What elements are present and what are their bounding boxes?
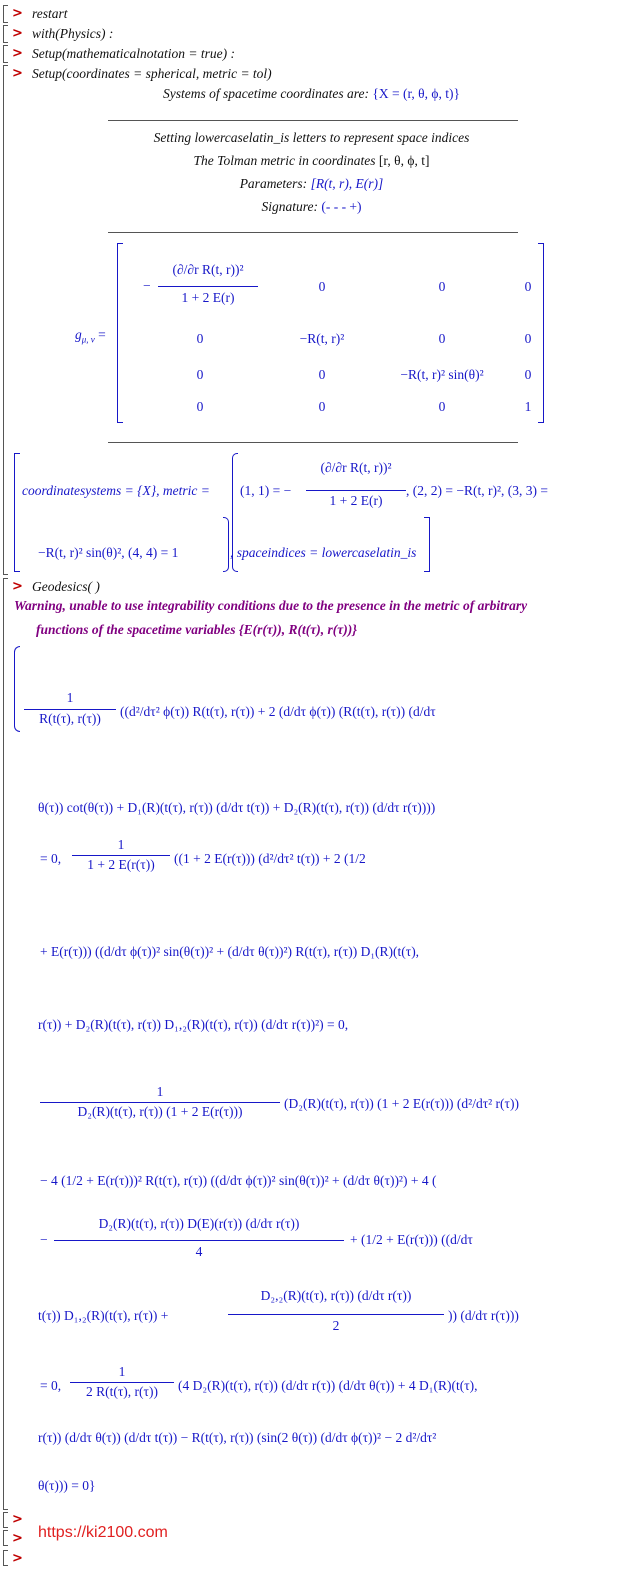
setup-list-line1-a: coordinatesystems = {X}, metric = (22, 483, 210, 498)
geodesic-eq-line5: r(τ)) + D₂(R)(t(τ), r(τ)) D₁,₂(R)(t(τ), r(τ)) (d/dτ r(τ))²) = 0, (38, 1017, 349, 1032)
prompt-empty-3[interactable]: > (12, 1551, 23, 1566)
geodesic-eq-line8: + (1/2 + E(r(τ))) ((d/dτ (350, 1232, 473, 1247)
geo-frac2-bar (72, 855, 170, 856)
divider-2 (108, 232, 518, 233)
list-left-bracket (14, 453, 20, 572)
geo-frac6-num: 1 (118, 1364, 126, 1379)
metric-coords: [r, θ, ϕ, t] (378, 153, 430, 168)
group-bracket-geodesics[interactable] (3, 578, 8, 1510)
matrix-cell: 1 (524, 399, 532, 414)
geo-frac1-den: R(t(τ), r(τ)) (39, 711, 101, 726)
matrix-cell: 0 (438, 399, 446, 414)
metric-equals: = (98, 327, 106, 342)
geo-frac4-sign: − (40, 1232, 48, 1247)
prompt-4: > (12, 66, 23, 81)
divider-3 (108, 442, 518, 443)
group-bracket-with[interactable] (3, 25, 8, 43)
matrix-r1c1-denominator: 1 + 2 E(r) (181, 290, 235, 305)
prompt-empty-1[interactable]: > (12, 1512, 23, 1527)
matrix-cell: 0 (318, 399, 326, 414)
setup-list-line1-b: (1, 1) = − (240, 483, 292, 498)
setup-list-line1-c: , (2, 2) = −R(t, r)², (3, 3) = (406, 483, 548, 498)
geo-frac6-den: 2 R(t(τ), r(τ)) (86, 1384, 158, 1399)
matrix-cell: −R(t, r)² (299, 331, 345, 346)
metric-message (0, 153, 623, 169)
command-setup-notation[interactable]: Setup(mathematicalnotation = true) : (32, 46, 235, 61)
matrix-cell: 0 (318, 367, 326, 382)
command-geodesics[interactable]: Geodesics( ) (32, 579, 100, 594)
geodesic-eq-line11: r(τ)) (d/dτ θ(τ)) (d/dτ t(τ)) − R(t(τ), r(τ)) (sin(2 θ(τ)) (d/dτ ϕ(τ))² − 2 d²/dτ² (38, 1430, 437, 1445)
geo-frac4-den: 4 (195, 1244, 203, 1259)
geo-frac1-bar (24, 709, 116, 710)
geo-frac6-bar (70, 1382, 174, 1383)
geodesic-eq-line3: ((1 + 2 E(r(τ))) (d²/dτ² t(τ)) + 2 (1/2 (174, 851, 366, 866)
geo-frac3-den: D₂(R)(t(τ), r(τ)) (1 + 2 E(r(τ))) (77, 1104, 243, 1119)
group-bracket-restart[interactable] (3, 5, 8, 23)
indices-message: Setting lowercaselatin_is letters to represent space indices (153, 130, 470, 145)
geodesic-eq-line2: θ(τ)) cot(θ(τ)) + D₁(R)(t(τ), r(τ)) (d/dτ t(τ)) + D₂(R)(t(τ), r(τ)) (d/dτ r(τ)))) (38, 800, 436, 815)
command-with-physics[interactable]: with(Physics) : (32, 26, 114, 41)
watermark-url: https://ki2100.com (38, 1524, 168, 1541)
coords-value: {X = (r, θ, ϕ, t)} (372, 86, 460, 101)
geodesic-eq-line4: + E(r(τ))) ((d/dτ ϕ(τ))² sin(θ(τ))² + (d/dτ θ(τ))²) R(t(τ), r(τ)) D₁(R)(t(τ), (40, 944, 420, 959)
signature-value: (- - - +) (321, 199, 362, 214)
group-bracket-setup-notation[interactable] (3, 45, 8, 63)
geo-frac4-bar (54, 1240, 344, 1241)
warning-line-2: functions of the spacetime variables {E(r(τ)), R(t(τ), r(τ))} (36, 622, 357, 637)
geo-frac1-num: 1 (66, 690, 74, 705)
group-bracket-empty-3[interactable] (3, 1550, 8, 1566)
matrix-cell: 0 (524, 279, 532, 294)
geo-frac3-bar (40, 1102, 280, 1103)
matrix-cell: 0 (196, 399, 204, 414)
geodesic-eq-line9-b: )) (d/dτ r(τ))) (448, 1308, 519, 1323)
geodesic-eq-line1: ((d²/dτ² ϕ(τ)) R(t(τ), r(τ)) + 2 (d/dτ ϕ(τ)) (R(t(τ), r(τ)) (d/dτ (120, 704, 436, 719)
geodesic-eq-line12: θ(τ))) = 0} (38, 1478, 96, 1493)
result-left-brace (14, 646, 20, 732)
matrix-cell: 0 (524, 331, 532, 346)
matrix-r1c1-numerator: (∂/∂r R(t, r))² (172, 262, 244, 277)
signature-label: Signature: (261, 199, 318, 214)
matrix-r1c1-fraction-bar (158, 286, 258, 287)
prompt-2: > (12, 26, 23, 41)
parameters-label: Parameters: (239, 176, 308, 191)
matrix-cell: 0 (196, 331, 204, 346)
parameters-value: [R(t, r), E(r)] (310, 176, 384, 191)
setup-list-line2-b: , spaceindices = lowercaselatin_is (230, 545, 417, 560)
geo-frac5-num: D₂,₂(R)(t(τ), r(τ)) (d/dτ r(τ)) (260, 1288, 412, 1303)
command-setup-metric[interactable]: Setup(coordinates = spherical, metric = tol) (32, 66, 272, 81)
geo-frac4-num: D₂(R)(t(τ), r(τ)) D(E)(r(τ)) (d/dτ r(τ)) (98, 1216, 300, 1231)
prompt-empty-2[interactable]: > (12, 1531, 23, 1546)
prompt-1: > (12, 6, 23, 21)
list-right-bracket (424, 517, 430, 572)
matrix-cell: 0 (196, 367, 204, 382)
matrix-cell: 0 (524, 367, 532, 382)
metric-symbol: g (75, 327, 82, 342)
prompt-5: > (12, 579, 23, 594)
setup-list-line2: −R(t, r)² sin(θ)², (4, 4) = 1 (38, 545, 179, 560)
divider-1 (108, 120, 518, 121)
metric-message-text: The Tolman metric in coordinates (193, 153, 376, 168)
group-bracket-empty-1[interactable] (3, 1512, 8, 1528)
command-restart[interactable]: restart (32, 6, 68, 21)
coords-output (0, 86, 623, 102)
prompt-3: > (12, 46, 23, 61)
geo-frac3-num: 1 (156, 1084, 164, 1099)
geodesic-eq-line9-a: t(τ)) D₁,₂(R)(t(τ), r(τ)) + (38, 1308, 169, 1323)
geo-frac2-num: 1 (117, 837, 125, 852)
geo-frac5-bar (228, 1314, 444, 1315)
group-bracket-empty-2[interactable] (3, 1530, 8, 1546)
matrix-cell: 0 (438, 279, 446, 294)
geodesic-eq-line7: − 4 (1/2 + E(r(τ)))² R(t(τ), r(τ)) ((d/dτ ϕ(τ))² sin(θ(τ))² + (d/dτ θ(τ))²) + 4 ( (40, 1173, 437, 1188)
setup-list-denominator: 1 + 2 E(r) (329, 493, 383, 508)
geodesic-eq-line6: (D₂(R)(t(τ), r(τ)) (1 + 2 E(r(τ))) (d²/dτ² r(τ)) (284, 1096, 519, 1111)
setup-list-fraction-bar (306, 490, 406, 491)
geo-frac5-den: 2 (332, 1318, 340, 1333)
set-right-brace (223, 517, 229, 572)
geodesic-eq-line10: (4 D₂(R)(t(τ), r(τ)) (d/dτ r(τ)) (d/dτ θ(τ)) + 4 D₁(R)(t(τ), (178, 1378, 478, 1393)
geodesic-eq-line3-pre: = 0, (40, 851, 62, 866)
matrix-cell: −R(t, r)² sin(θ)² (400, 367, 484, 382)
geo-frac2-den: 1 + 2 E(r(τ)) (87, 857, 155, 872)
metric-label (75, 327, 106, 348)
parameters-line (0, 176, 623, 192)
matrix-r1c1-sign: − (143, 278, 151, 293)
geodesic-eq-line10-pre: = 0, (40, 1378, 62, 1393)
matrix-left-bracket (117, 243, 123, 423)
matrix-cell: 0 (438, 331, 446, 346)
coords-label: Systems of spacetime coordinates are: (163, 86, 369, 101)
signature-line (0, 199, 623, 215)
metric-subscript: μ, ν (81, 334, 95, 345)
matrix-cell: 0 (318, 279, 326, 294)
setup-list-numerator: (∂/∂r R(t, r))² (320, 460, 392, 475)
warning-line-1: Warning, unable to use integrability conditions due to the presence in the metric of arbitrary (14, 598, 528, 613)
